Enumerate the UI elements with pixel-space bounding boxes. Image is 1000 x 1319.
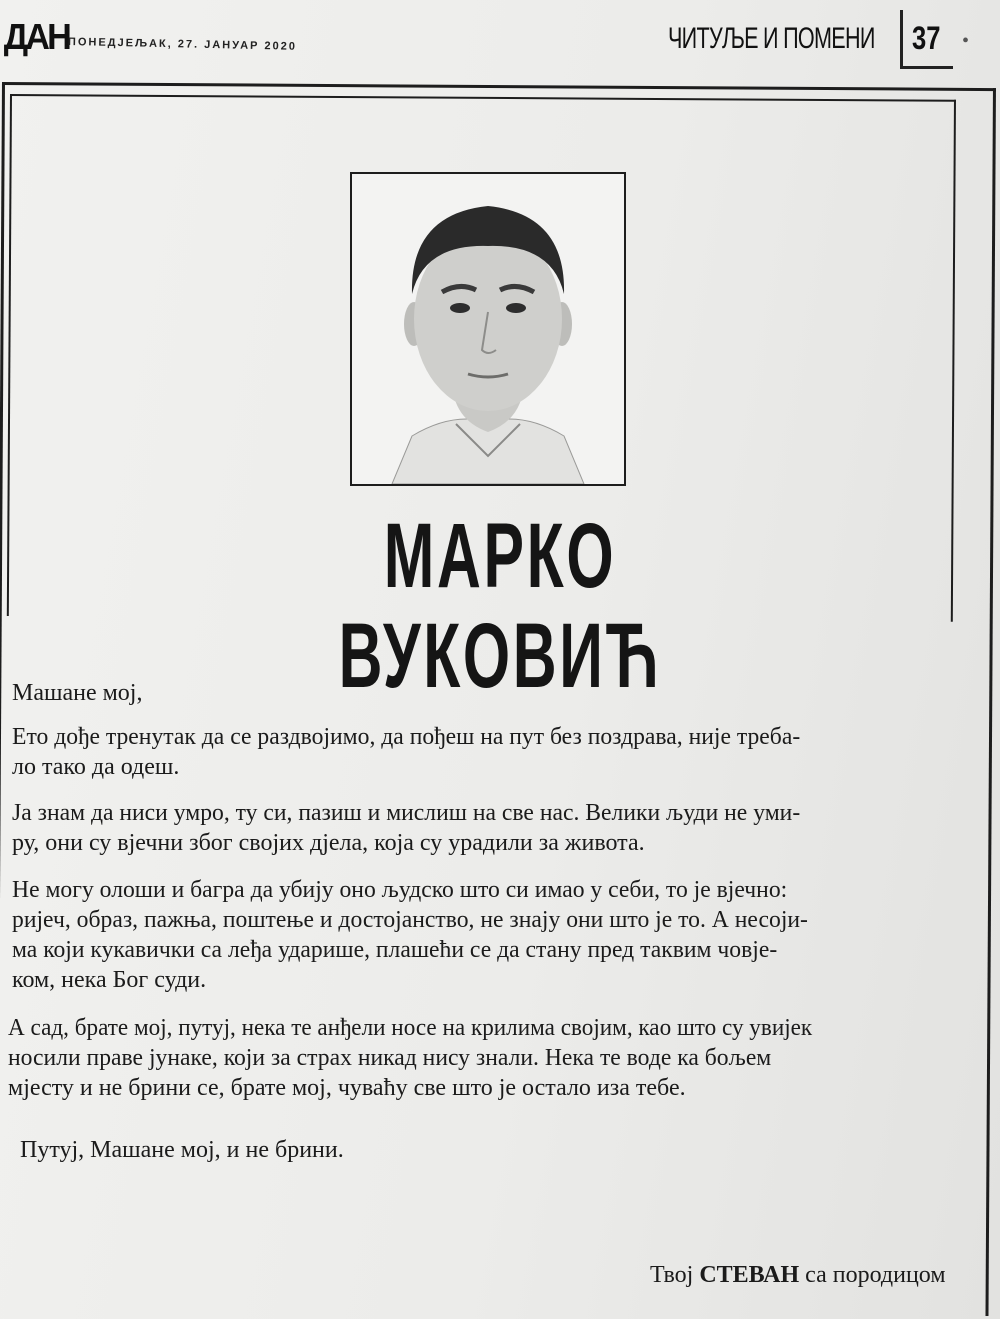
decorative-dot: • <box>962 30 970 52</box>
deceased-name: МАРКО ВУКОВИЋ <box>338 505 662 707</box>
signature <box>650 1262 946 1289</box>
paragraph-4-line-1: А сад, брате мој, путуј, нека те анђели носе на крилима својим, као што су увијек <box>8 1015 813 1041</box>
paragraph-2-line-2: ру, они су вјечни због својих дјела, која су урадили за живота. <box>12 830 645 856</box>
paragraph-3-line-4: ком, нека Бог суди. <box>12 967 207 993</box>
portrait-image <box>352 174 624 484</box>
signature-suffix: са породицом <box>799 1262 946 1288</box>
closing-line: Путуј, Машане мој, и не брини. <box>20 1137 344 1163</box>
paragraph-2-line-1: Ја знам да ниси умро, ту си, пазиш и мислиш на све нас. Велики људи не уми- <box>12 800 801 826</box>
paragraph-4-line-3: мјесту и не брини се, брате мој, чуваћу све што је остало иза тебе. <box>8 1075 686 1101</box>
newspaper-logo: ДАН <box>3 16 69 57</box>
greeting: Машане мој, <box>12 680 143 706</box>
signature-prefix: Твој <box>650 1262 700 1288</box>
section-title: ЧИТУЉЕ И ПОМЕНИ <box>668 22 875 55</box>
issue-date: ПОНЕДЈЕЉАК, 27. ЈАНУАР 2020 <box>67 36 298 53</box>
paragraph-1-line-2: ло тако да одеш. <box>12 754 180 780</box>
signature-name: СТЕВАН <box>699 1262 800 1288</box>
paragraph-3-line-2: ријеч, образ, пажња, поштење и достојанство, не знају они што је то. А несоји- <box>12 907 808 933</box>
paragraph-4-line-2: носили праве јунаке, који за страх никад нису знали. Нека те воде ка бољем <box>8 1045 772 1071</box>
page-header <box>0 0 1000 70</box>
page-number: 37 <box>912 20 941 56</box>
paragraph-3-line-1: Не могу олоши и багра да убију оно људско што си имао у себи, то је вјечно: <box>12 877 788 903</box>
portrait-photo <box>350 172 626 486</box>
paragraph-1-line-1: Ето дође тренутак да се раздвојимо, да пођеш на пут без поздрава, није треба- <box>12 724 801 750</box>
paragraph-3-line-3: ма који кукавички са леђа ударише, плашећи се да стану пред таквим човје- <box>12 937 778 963</box>
